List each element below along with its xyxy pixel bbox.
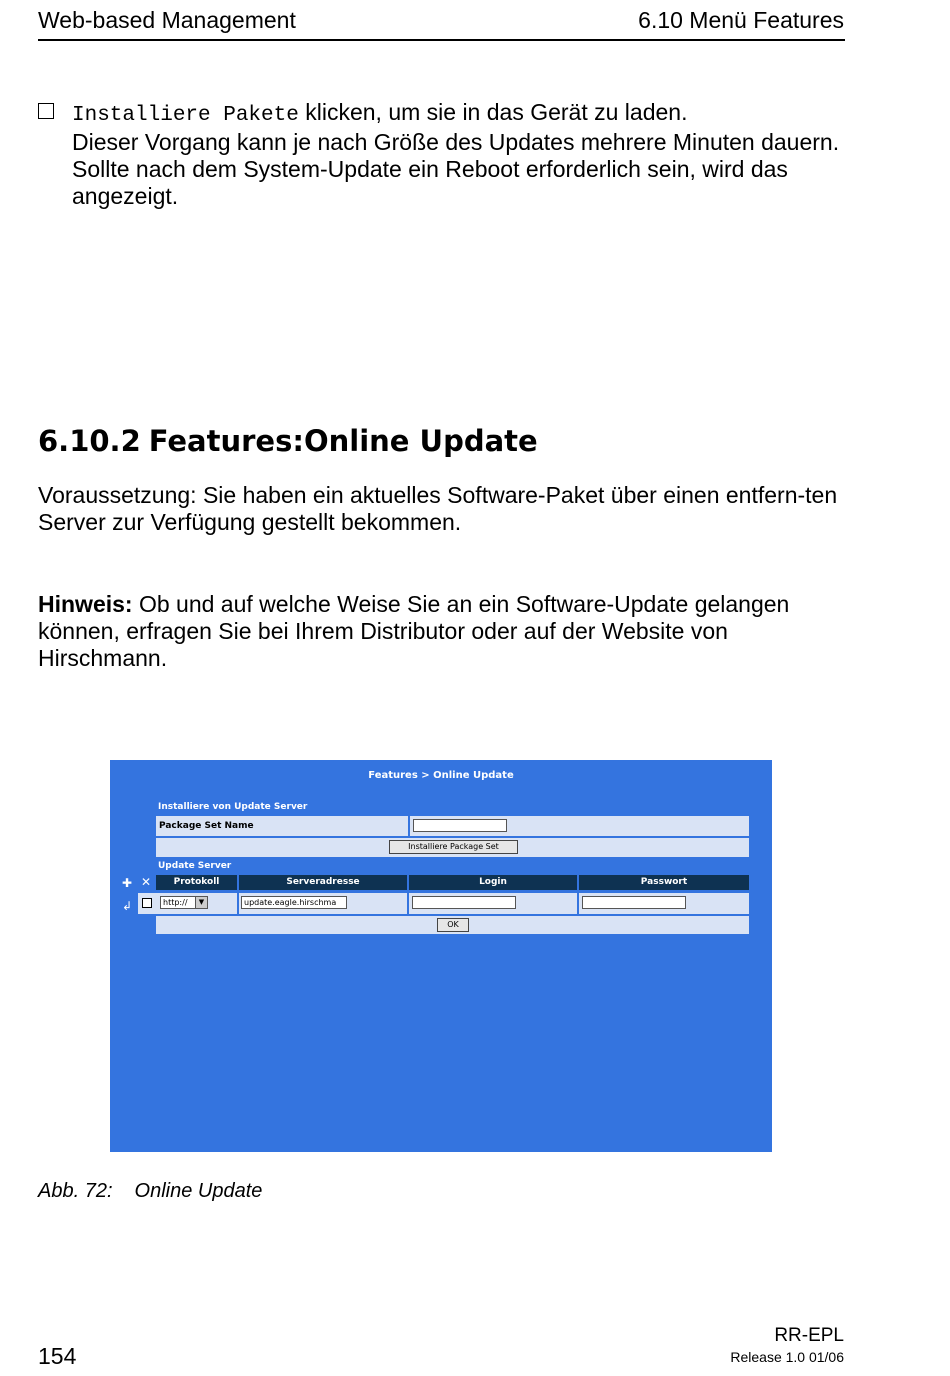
column-header-protocol: Protokoll xyxy=(156,875,237,890)
product-name: RR-EPL xyxy=(774,1325,844,1346)
chevron-down-icon[interactable]: ▼ xyxy=(195,897,207,908)
step-instruction xyxy=(72,99,842,210)
ok-button-row xyxy=(156,916,749,934)
step-text-1: klicken, um sie in das Gerät zu laden. xyxy=(298,99,688,125)
install-package-set-button[interactable]: Installiere Package Set xyxy=(389,840,518,854)
command-label: Installiere Pakete xyxy=(72,104,299,127)
row-select-checkbox[interactable] xyxy=(142,898,152,908)
column-divider xyxy=(407,893,409,914)
column-divider xyxy=(577,893,579,914)
note-label: Hinweis: xyxy=(38,591,133,617)
page-number: 154 xyxy=(38,1343,77,1369)
update-server-section-label: Update Server xyxy=(158,861,232,871)
package-set-input[interactable] xyxy=(413,819,507,832)
step-checkbox-icon xyxy=(38,103,54,119)
install-button-row xyxy=(156,838,749,857)
delete-row-icon[interactable]: ✕ xyxy=(141,875,152,889)
row-select-cell xyxy=(138,893,156,914)
screenshot-title: Features > Online Update xyxy=(368,770,514,781)
install-section-label: Installiere von Update Server xyxy=(158,802,308,812)
package-row xyxy=(156,816,749,836)
ok-button[interactable]: OK xyxy=(437,918,469,932)
figure-caption xyxy=(38,1180,262,1203)
column-header-server-address: Serveradresse xyxy=(239,875,407,890)
release-info: Release 1.0 01/06 xyxy=(730,1349,844,1365)
header-rule xyxy=(38,39,845,41)
reload-icon[interactable]: ↲ xyxy=(122,899,133,913)
header-chapter: Web-based Management xyxy=(38,7,296,33)
step-text-3: Sollte nach dem System-Update ein Reboot erforderlich sein, wird das angezeigt. xyxy=(72,156,788,209)
note-paragraph xyxy=(38,591,848,672)
protocol-select[interactable] xyxy=(160,896,208,909)
server-address-input[interactable]: update.eagle.hirschma xyxy=(241,896,347,909)
column-divider xyxy=(408,816,410,836)
section-title: Features:Online Update xyxy=(148,424,538,458)
server-table-row xyxy=(156,893,749,914)
online-update-screenshot xyxy=(110,760,772,1152)
figure-number: Abb. 72: xyxy=(38,1180,113,1202)
requirement-paragraph: Voraussetzung: Sie haben ein aktuelles Software-Paket über einen entfern-ten Server zur Verfügung gestellt bekommen. xyxy=(38,482,838,535)
add-row-icon[interactable]: ✚ xyxy=(122,876,133,890)
column-header-login: Login xyxy=(409,875,577,890)
server-table-header xyxy=(156,875,749,890)
figure-title: Online Update xyxy=(134,1180,263,1202)
column-divider xyxy=(237,893,239,914)
protocol-value: http:// xyxy=(163,898,188,907)
password-input[interactable] xyxy=(582,896,686,909)
package-set-label: Package Set Name xyxy=(159,821,254,831)
section-heading xyxy=(38,424,538,458)
header-section: 6.10 Menü Features xyxy=(638,7,844,33)
column-header-password: Passwort xyxy=(579,875,749,890)
note-text: Ob und auf welche Weise Sie an ein Software-Update gelangen können, erfragen Sie bei Ihrem Distributor oder auf der Website von Hirschmann. xyxy=(38,591,790,671)
step-text-2: Dieser Vorgang kann je nach Größe des Updates mehrere Minuten dauern. xyxy=(72,129,840,155)
section-number: 6.10.2 xyxy=(38,424,141,458)
login-input[interactable] xyxy=(412,896,516,909)
